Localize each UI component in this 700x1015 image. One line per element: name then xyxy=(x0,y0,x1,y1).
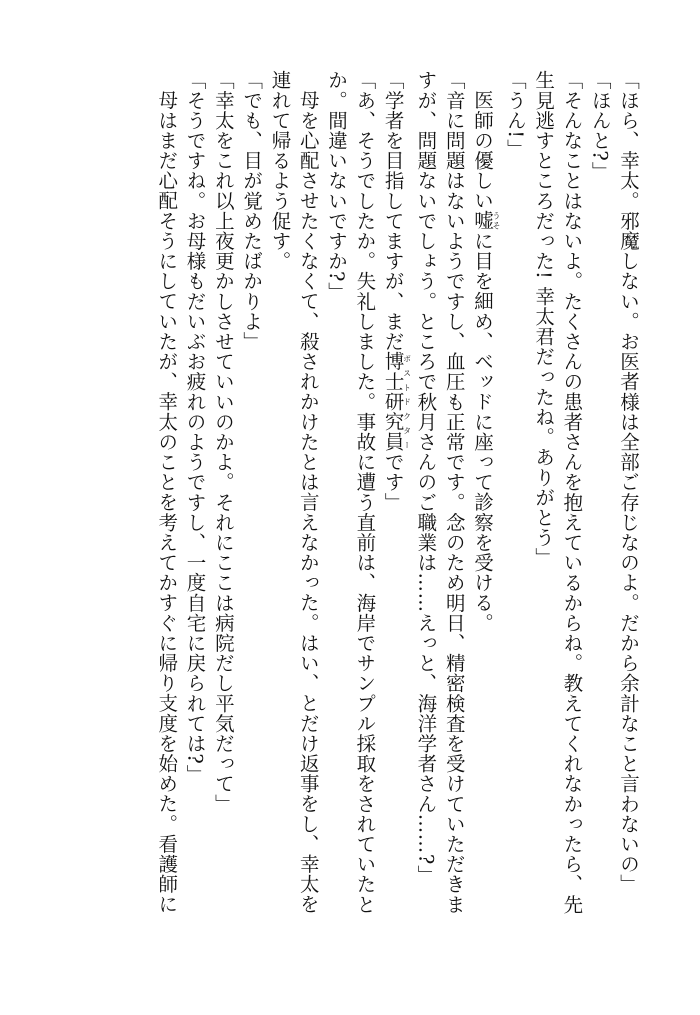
line-segment: 「学者を目指してますが、まだ xyxy=(381,70,405,352)
vertical-text-body xyxy=(152,70,642,950)
text-line: 母はまだ心配そうにしていたが、幸太のことを考えてかすぐに帰り支度を始めた。看護師に xyxy=(155,89,179,914)
text-line: 「うん!」 xyxy=(503,70,527,159)
text-line xyxy=(468,70,501,950)
text-line: 「幸太をこれ以上夜更かしさせていいのかよ。それにここは病院だし平気だって」 xyxy=(211,70,235,814)
text-line: 「でも、目が覚めたばかりよ」 xyxy=(240,70,264,352)
ruby-reading: ポストドクター xyxy=(402,351,412,452)
text-line: 「ほら、幸太。邪魔しない。お医者様は全部ご存じなのよ。だから余計なこと言わないの」 xyxy=(617,70,640,895)
text-line: 母を心配させたくなくて、殺されかけたとは言えなかった。はい、とだけ返事をし、幸太を xyxy=(296,89,320,914)
line-segment: です」 xyxy=(381,451,405,513)
ruby-word xyxy=(471,210,502,231)
line-segment: に目を細め、ベッドに座って診察を受ける。 xyxy=(471,230,495,633)
ruby-word xyxy=(381,351,412,452)
ruby-base: 博士研究員 xyxy=(381,351,405,452)
text-line xyxy=(378,70,411,950)
ruby-reading: うそ xyxy=(492,210,502,231)
text-line: 「そうですね。お母様もだいぶお疲れのようですし、一度自宅に戻られては?」 xyxy=(183,70,207,785)
text-line: 「あ、そうでしたか。失礼しました。事故に遭う直前は、海岸でサンプル採取をされていたと xyxy=(353,70,377,915)
text-line: か。間違いないですか?」 xyxy=(325,70,349,303)
text-line: すが、問題ないでしょう。ところで秋月さんのご職業は……えっと、海洋学者さん……?」 xyxy=(414,70,438,886)
text-line: 「ほんと?」 xyxy=(588,70,612,182)
text-line: 連れて帰るよう促す。 xyxy=(268,70,292,271)
line-segment: 医師の優しい xyxy=(471,89,495,211)
text-line: 生見逃すところだった! 幸太君だったね。ありがとう」 xyxy=(532,70,556,568)
text-line: 「音に問題はないようですし、血圧も正常です。念のため明日、精密検査を受けていただきま xyxy=(442,70,466,915)
text-line: 「そんなことはないよ。たくさんの患者さんを抱えているからね。教えてくれなかったら、先 xyxy=(560,70,584,915)
ruby-base: 嘘 xyxy=(471,210,495,231)
